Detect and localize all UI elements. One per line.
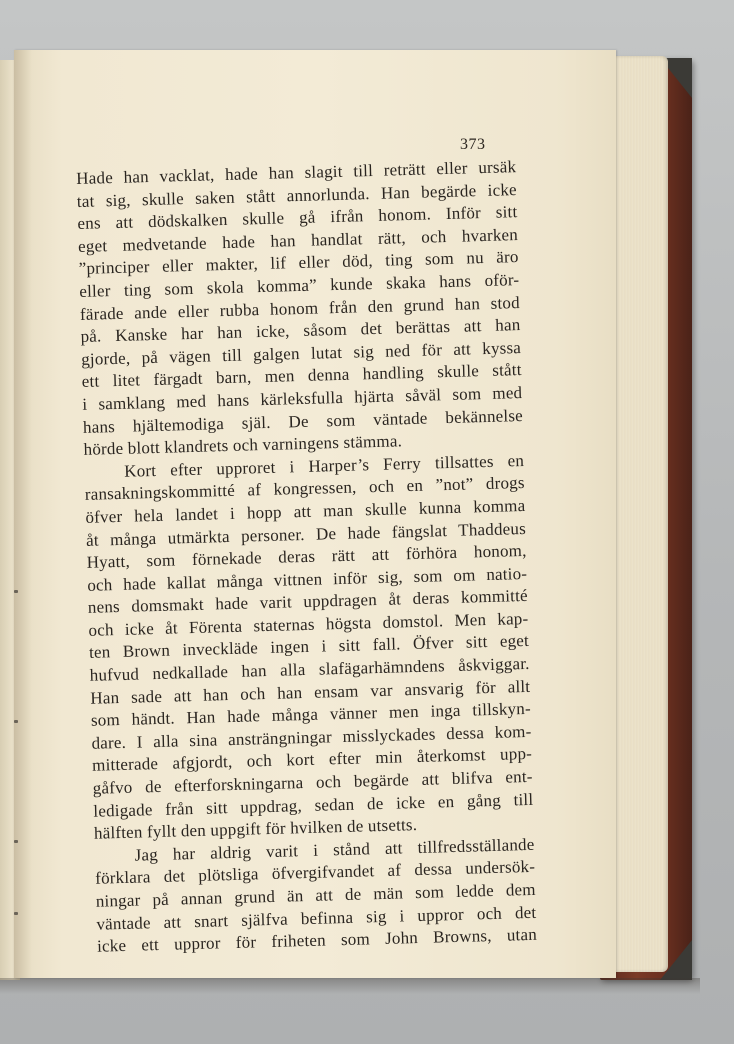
page-number: 373 [460,136,486,153]
text-line: öfver hela landet i hopp att man skulle kunna komma [85,495,526,527]
text-line: åt många utmärkta personer. De hade fängslat Thaddeus [85,518,527,550]
text-line: gåfvo de efterforskningarna och begärde att blifva ent- [92,766,533,798]
text-line: Hade han vacklat, hade han slagit till reträtt eller ursäk [76,157,517,188]
text-line: ledigade från sitt uppdrag, sedan de icke en gång till [93,789,534,821]
paragraph-first-line: Kort efter upproret i Harper’s Ferry tillsattes en [123,450,525,481]
text-line: eget medvetande hade han handlat rätt, och hvarken [77,224,519,256]
paragraph-first-line: Jag har aldrig varit i stånd att tillfredsställande [134,834,535,865]
margin-mark [14,720,18,723]
text-line: hufvud nedkallade han alla slafägarhämndens åskviggar. [89,653,530,685]
text-line: ransakningskommitté af kongressen, och en ”not” drogs [84,473,525,505]
text-line: väntade att snart själfva befinna sig i uppror och det [96,902,537,934]
text-line: Han sade att han och han ensam var ansvarig för allt [90,676,531,708]
text-line: på. Kanske har han icke, såsom det berättas att han [80,315,521,347]
gutter-shadow [14,50,32,978]
text-line: tat sig, skulle saken stått annorlunda. Han begärde icke [76,179,517,211]
margin-mark [14,912,18,915]
book-shadow [0,978,700,994]
text-line: dare. I alla sina ansträngningar misslyckades dessa kom- [91,721,532,753]
text-line: gjorde, på vägen till galgen lutat sig ned för att kyssa [80,337,522,369]
text-line: ens att dödskalken skulle gå ifrån honom. Inför sitt [77,202,518,234]
text-line: Hyatt, som förnekade deras rätt att förhöra honom, [86,541,527,572]
text-line: hörde blott klandrets och varningens stämma. [83,431,403,460]
text-line: i samklang med hans kärleksfulla hjärta såväl som med [82,382,523,414]
text-line: hälften fyllt den uppgift för hvilken de utsetts. [93,815,418,843]
text-line: eller ting som skola komma” kunde skaka hans oför- [79,270,520,301]
text-line: mitterade afgjordt, och kort efter min återkomst upp- [91,744,533,776]
text-line: förklara det plötsliga öfvergifvandet af dessa undersök- [94,857,536,889]
text-line: ningar på annan grund än att de män som ledde dem [95,879,536,911]
text-line: och hade kallat många vittnen inför sig, som om natio- [87,563,528,595]
text-line: färade ande eller rubba honom från den grund han stod [79,292,521,324]
text-line: icke ett uppror för friheten som John Browns, utan [96,925,538,956]
text-line: och icke åt Förenta staternas högsta domstol. Men kap- [88,608,529,640]
margin-mark [14,590,18,593]
text-line: nens domsmakt hade varit uppdragen åt deras kommitté [87,586,528,618]
margin-mark [14,840,18,843]
text-line: ”principer eller makter, lif eller död, ting som nu äro [78,247,519,279]
text-line: ten Brown inveckläde ingen i sitt fall. Öfver sitt eget [88,631,530,663]
text-line: ett litet färgadt barn, men denna handling skulle stått [81,360,522,392]
text-line: hans hjältemodiga själ. De som väntade bekännelse [82,405,524,437]
text-line: som händt. Han hade många vänner men inga tillskyn- [90,699,532,731]
page-text [76,156,537,958]
